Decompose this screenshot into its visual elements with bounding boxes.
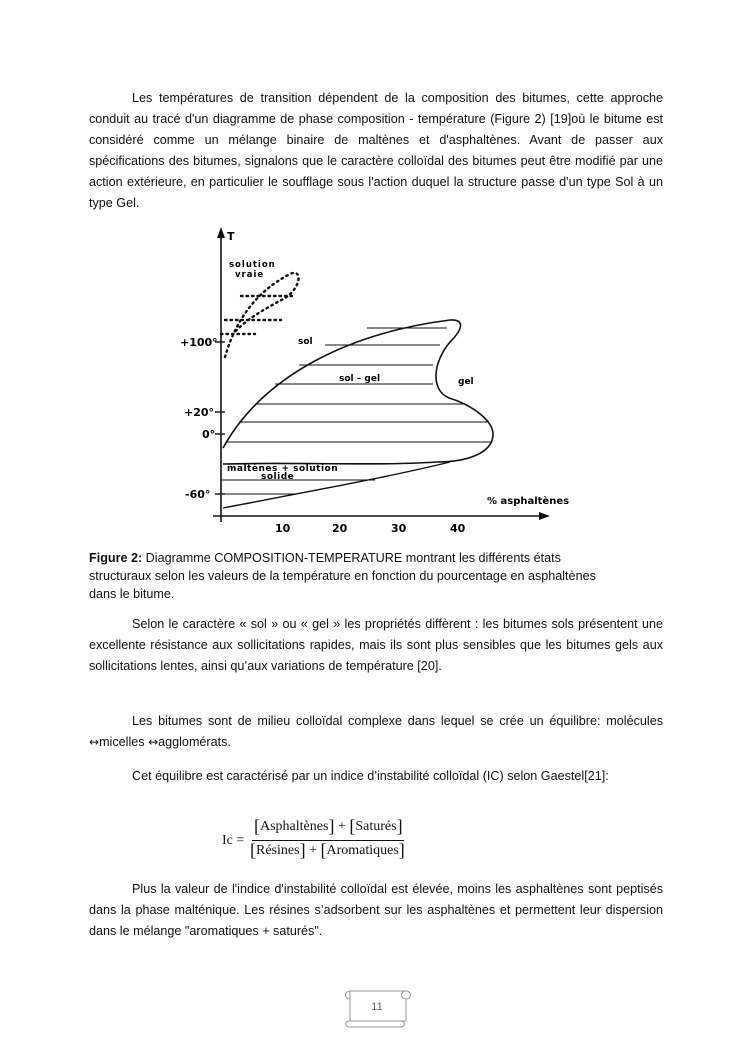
formula-plus-1: +	[334, 819, 350, 834]
y-tick-label-0: 0°	[202, 428, 216, 441]
x-axis-label: % asphaltènes	[487, 496, 570, 507]
x-tick-label-40: 40	[450, 522, 466, 535]
double-arrow-icon: ↔	[89, 735, 100, 749]
phase-diagram-figure	[175, 222, 581, 542]
formula-denominator: [Résines] + [Aromatiques]	[250, 840, 405, 860]
label-gel: gel	[458, 377, 474, 387]
phase-diagram	[175, 222, 581, 542]
paragraph-indice: Cet équilibre est caractérisé par un indice d’instabilité colloïdal (IC) selon Gaestel[21]:	[132, 769, 609, 783]
y-tick-label-20: +20°	[184, 406, 215, 419]
formula-fraction-bar	[252, 840, 404, 841]
formula-numerator: [Asphaltènes] + [Saturés]	[254, 816, 403, 836]
paragraph-sol-gel: Selon le caractère « sol » ou « gel » les propriétés diffèrent : les bitumes sols présentent une excellente résistance aux sollicitations rapides, mais ils sont plus sensibles que les bitumes gels aux sollicitations lentes, ainsi qu’aux variations de température [20].	[89, 617, 663, 673]
ic-formula	[222, 818, 412, 866]
x-tick-label-20: 20	[332, 522, 348, 535]
page-number: 11	[371, 1001, 383, 1013]
label-maltenes: maltènes + solution	[227, 464, 339, 474]
page-footer	[340, 985, 414, 1029]
formula-resines: Résines	[256, 843, 300, 858]
formula-asphaltenes: Asphaltènes	[260, 819, 329, 834]
y-tick-label-100: +100°	[180, 336, 218, 349]
solution-vraie-boundary	[225, 273, 299, 357]
double-arrow-icon-2: ↔	[148, 735, 159, 749]
equilibre-text-mid: micelles	[99, 735, 149, 749]
label-solide: solide	[261, 472, 295, 482]
figure-caption	[89, 549, 609, 603]
x-axis-arrow	[539, 512, 550, 520]
x-tick-label-30: 30	[391, 522, 407, 535]
paragraph-intro: Les températures de transition dépendent de la composition des bitumes, cette approche conduit au tracé d'un diagramme de phase composition - température (Figure 2) [19]où le bitume est considéré comme un mélange binaire de maltènes et d'asphaltènes. Avant de passer aux spécifications des bitumes, signalons que le caractère colloïdal des bitumes peut être modifié par une action extérieure, en particulier le soufflage sous l'action duquel la structure passe d'un type Sol à un type Gel.	[89, 91, 663, 210]
y-axis-label: T	[227, 230, 235, 243]
paragraph-equilibre	[89, 711, 663, 753]
formula-lhs: Ic =	[222, 833, 245, 848]
paragraph-conclusion: Plus la valeur de l'indice d'instabilité colloïdal est élevée, moins les asphaltènes sont peptisés dans la phase malténique. Les résines s’adsorbent sur les asphaltènes et permettent leur dispersion dans le mélange "aromatiques + saturés".	[89, 882, 663, 938]
equilibre-text-end: agglomérats.	[158, 735, 231, 749]
formula-aromatiques: Aromatiques	[326, 843, 399, 858]
figure-caption-label: Figure 2:	[89, 551, 143, 565]
y-axis-arrow	[217, 227, 225, 238]
formula-satures: Saturés	[355, 819, 397, 834]
y-tick-label-minus-60: -60°	[185, 488, 211, 501]
x-tick-label-10: 10	[275, 522, 291, 535]
label-sol-gel: sol – gel	[339, 374, 381, 384]
figure-caption-text: Diagramme COMPOSITION-TEMPERATURE montrant les différents états structuraux selon les valeurs de la température en fonction du pourcentage en asphaltènes dans le bitume.	[89, 551, 596, 601]
label-sol: sol	[298, 337, 313, 347]
label-vraie: vraie	[235, 270, 265, 280]
label-solution: solution	[229, 260, 276, 270]
equilibre-text-start: Les bitumes sont de milieu colloïdal complexe dans lequel se crée un équilibre: molécules	[132, 714, 663, 728]
formula-plus-2: +	[305, 843, 321, 858]
